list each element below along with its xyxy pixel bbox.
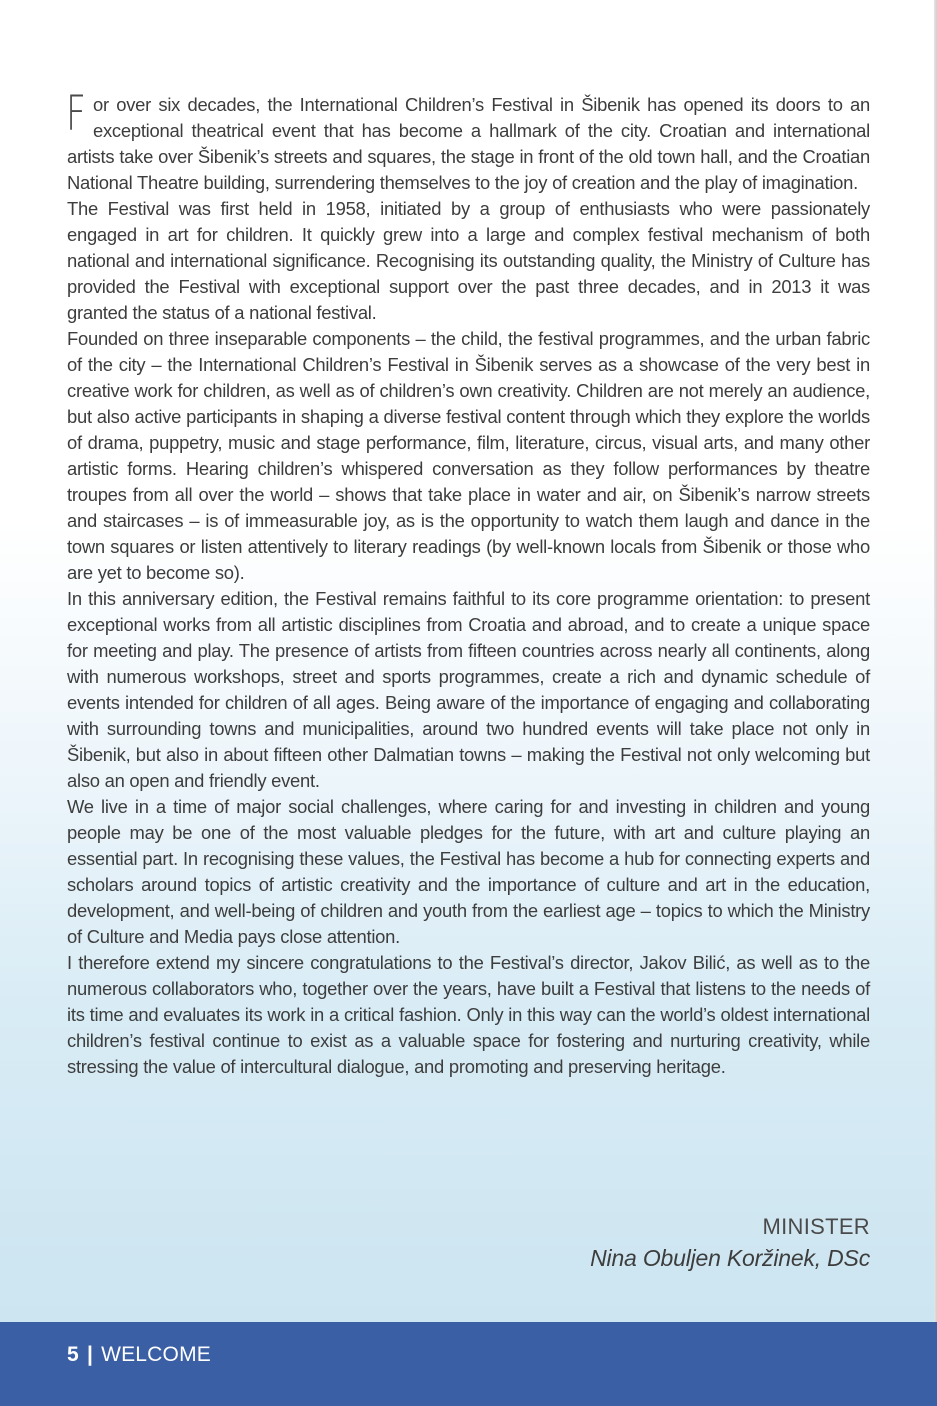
paragraph-6: I therefore extend my sincere congratulations to the Festival’s director, Jakov Bilić, as well as to the numerous collaborators who, together over the years, have built a Festival that listens to the needs of its time and evaluates its work in a critical fashion. Only in this way can the world’s oldest international children’s festival continue to exist as a valuable space for fostering and nurturing creativity, while stressing the value of intercultural dialogue, and promoting and preserving heritage. [67,952,870,1077]
footer-separator: | [86,1343,94,1366]
paragraph-1 [66,86,870,196]
paragraph-1-text: or over six decades, the International Children’s Festival in Šibenik has opened its doors to an exceptional theatrical event that has become a hallmark of the city. Croatian and international artists take over Šibenik’s streets and squares, the stage in front of the old town hall, and the Croatian National Theatre building, surrendering themselves to the joy of creation and the play of imagination. [67,94,870,193]
article-body [66,86,870,1080]
signature-block [590,1212,870,1274]
footer-bar [0,1322,937,1406]
paragraph-3: Founded on three inseparable components – the child, the festival programmes, and the urban fabric of the city – the International Children’s Festival in Šibenik serves as a showcase of the very best in creative work for children, as well as of children’s own creativity. Children are not merely an audience, but also active participants in shaping a diverse festival content through which they explore the worlds of drama, puppetry, music and stage performance, film, literature, circus, visual arts, and many other artistic forms. Hearing children’s whispered conversation as they follow performances by theatre troupes from all over the world – shows that take place in water and air, on Šibenik’s narrow streets and staircases – is of immeasurable joy, as is the opportunity to watch them laugh and dance in the town squares or listen attentively to literary readings (by well-known locals from Šibenik or those who are yet to become so). [67,328,870,583]
signature-name: Nina Obuljen Koržinek, DSc [590,1245,870,1271]
paragraph-5: We live in a time of major social challenges, where caring for and investing in children and young people may be one of the most valuable pledges for the future, with art and culture playing an essential part. In recognising these values, the Festival has become a hub for connecting experts and scholars around topics of artistic creativity and the importance of culture and art in the education, development, and well-being of children and youth from the earliest age – topics to which the Ministry of Culture and Media pays close attention. [67,796,870,947]
paragraph-2: The Festival was first held in 1958, initiated by a group of enthusiasts who were passionately engaged in art for children. It quickly grew into a large and complex festival mechanism of both national and international significance. Recognising its outstanding quality, the Ministry of Culture has provided the Festival with exceptional support over the past three decades, and in 2013 it was granted the status of a national festival. [67,198,870,323]
drop-cap: F [66,86,86,142]
signature-title: MINISTER [762,1214,870,1239]
page-number: 5 [67,1343,79,1366]
footer-label [67,1340,211,1370]
paragraph-4: In this anniversary edition, the Festival remains faithful to its core programme orientation: to present exceptional works from all artistic disciplines from Croatia and abroad, and to create a unique space for meeting and play. The presence of artists from fifteen countries across nearly all continents, along with numerous workshops, street and sports programmes, create a rich and dynamic schedule of events intended for children of all ages. Being aware of the importance of engaging and collaborating with surrounding towns and municipalities, around two hundred events will take place not only in Šibenik, but also in about fifteen other Dalmatian towns – making the Festival not only welcoming but also an open and friendly event. [67,588,870,791]
section-name: WELCOME [101,1343,211,1366]
